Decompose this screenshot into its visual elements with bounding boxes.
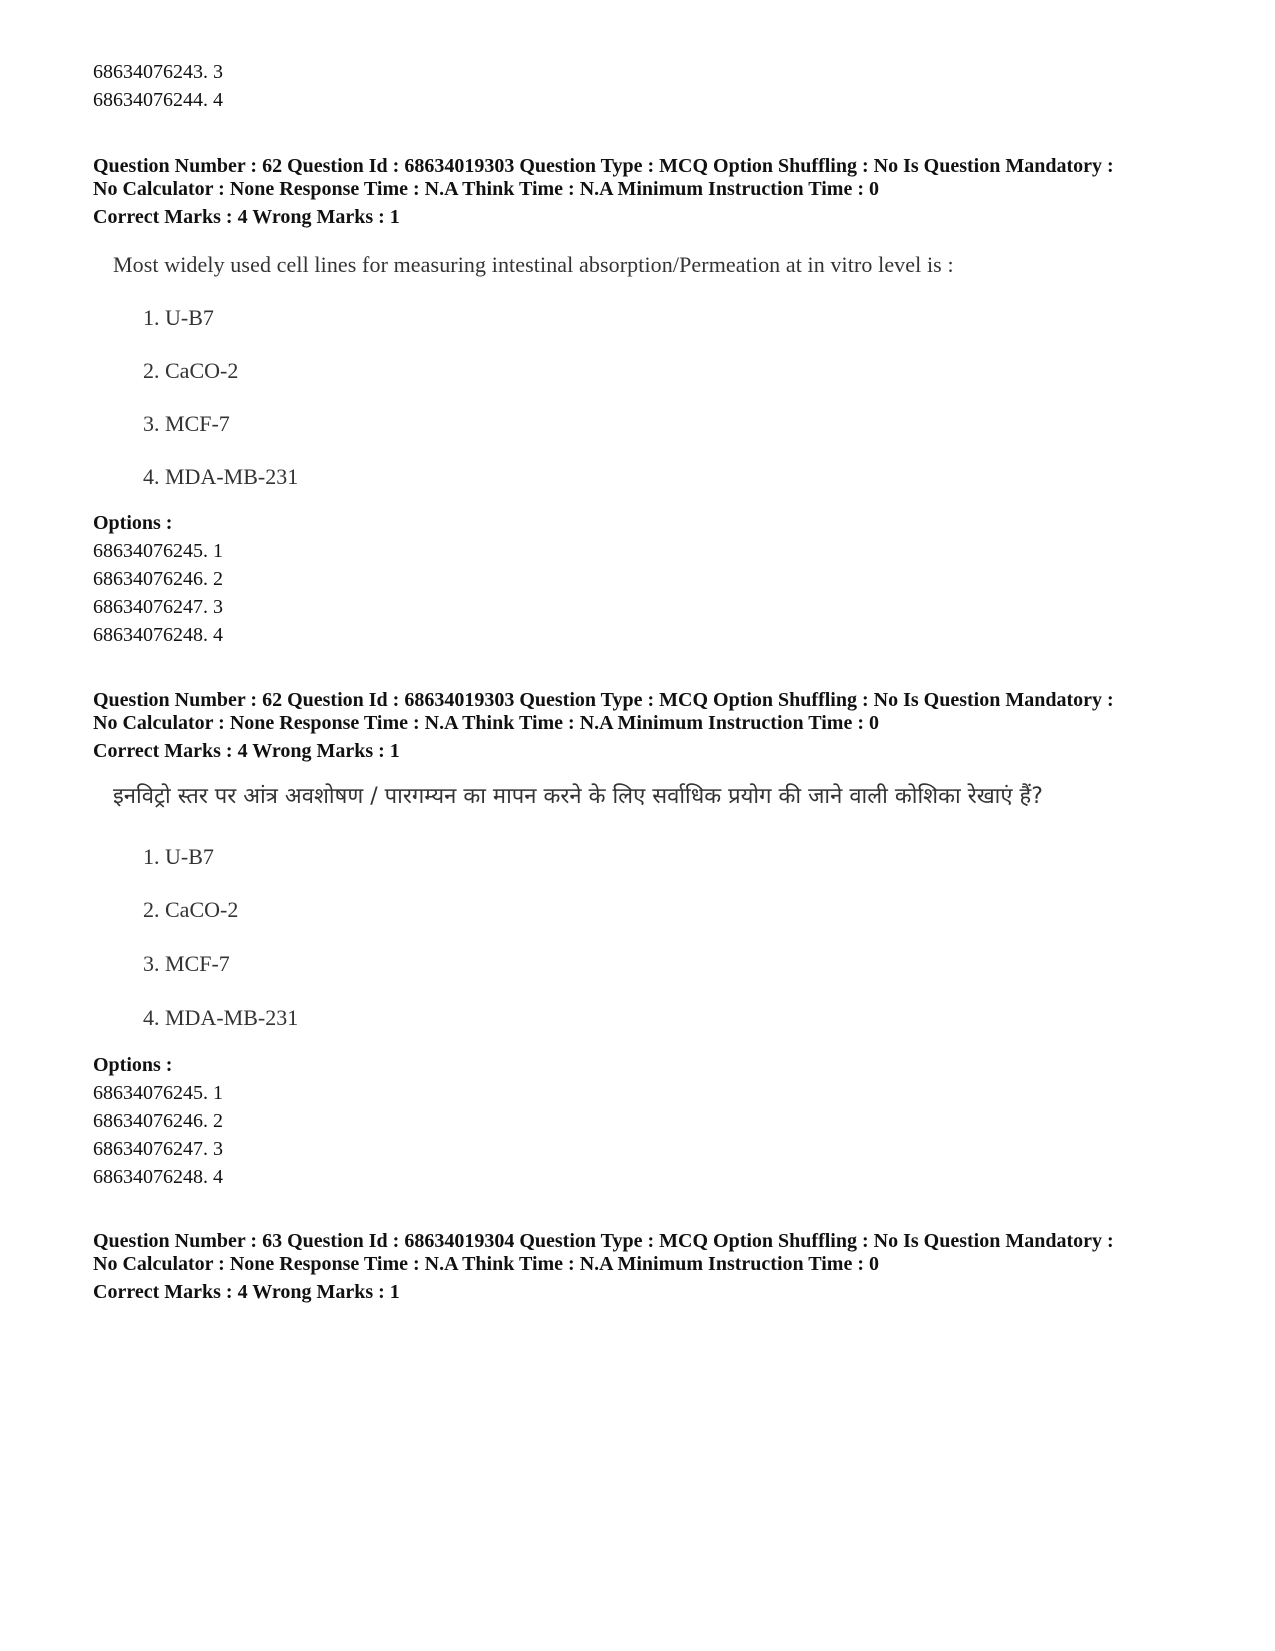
question-header-cont: No Calculator : None Response Time : N.A Think Time : N.A Minimum Instruction Time : 0	[93, 1253, 879, 1275]
question-header: Question Number : 63 Question Id : 68634019304 Question Type : MCQ Option Shuffling : No Is Question Mandatory :	[93, 1230, 1114, 1252]
question-header-cont: No Calculator : None Response Time : N.A Think Time : N.A Minimum Instruction Time : 0	[93, 712, 879, 734]
question-marks: Correct Marks : 4 Wrong Marks : 1	[93, 740, 400, 762]
option-line: 68634076248. 4	[93, 624, 223, 646]
question-text-hindi: इनविट्रो स्तर पर आंत्र अवशोषण / पारगम्यन का मापन करने के लिए सर्वाधिक प्रयोग की जाने वाली कोशिका रेखाएं हैं?	[113, 784, 1043, 809]
option-line: 68634076244. 4	[93, 89, 223, 111]
answer-choice: 1. U-B7	[143, 844, 214, 869]
answer-choice: 1. U-B7	[143, 305, 214, 330]
options-label: Options :	[93, 512, 173, 534]
option-line: 68634076248. 4	[93, 1166, 223, 1188]
answer-choice: 3. MCF-7	[143, 951, 230, 976]
option-line: 68634076247. 3	[93, 1138, 223, 1160]
option-line: 68634076247. 3	[93, 596, 223, 618]
question-header: Question Number : 62 Question Id : 68634019303 Question Type : MCQ Option Shuffling : No Is Question Mandatory :	[93, 689, 1114, 711]
answer-choice: 2. CaCO-2	[143, 897, 239, 922]
question-header: Question Number : 62 Question Id : 68634019303 Question Type : MCQ Option Shuffling : No Is Question Mandatory :	[93, 155, 1114, 177]
answer-choice: 2. CaCO-2	[143, 358, 239, 383]
answer-choice: 3. MCF-7	[143, 411, 230, 436]
option-line: 68634076243. 3	[93, 61, 223, 83]
question-marks: Correct Marks : 4 Wrong Marks : 1	[93, 1281, 400, 1303]
answer-choice: 4. MDA-MB-231	[143, 464, 299, 489]
options-label: Options :	[93, 1054, 173, 1076]
option-line: 68634076246. 2	[93, 1110, 223, 1132]
question-text: Most widely used cell lines for measuring intestinal absorption/Permeation at in vitro level is :	[113, 252, 954, 277]
question-header-cont: No Calculator : None Response Time : N.A Think Time : N.A Minimum Instruction Time : 0	[93, 178, 879, 200]
option-line: 68634076246. 2	[93, 568, 223, 590]
question-marks: Correct Marks : 4 Wrong Marks : 1	[93, 206, 400, 228]
option-line: 68634076245. 1	[93, 1082, 223, 1104]
answer-choice: 4. MDA-MB-231	[143, 1005, 299, 1030]
option-line: 68634076245. 1	[93, 540, 223, 562]
